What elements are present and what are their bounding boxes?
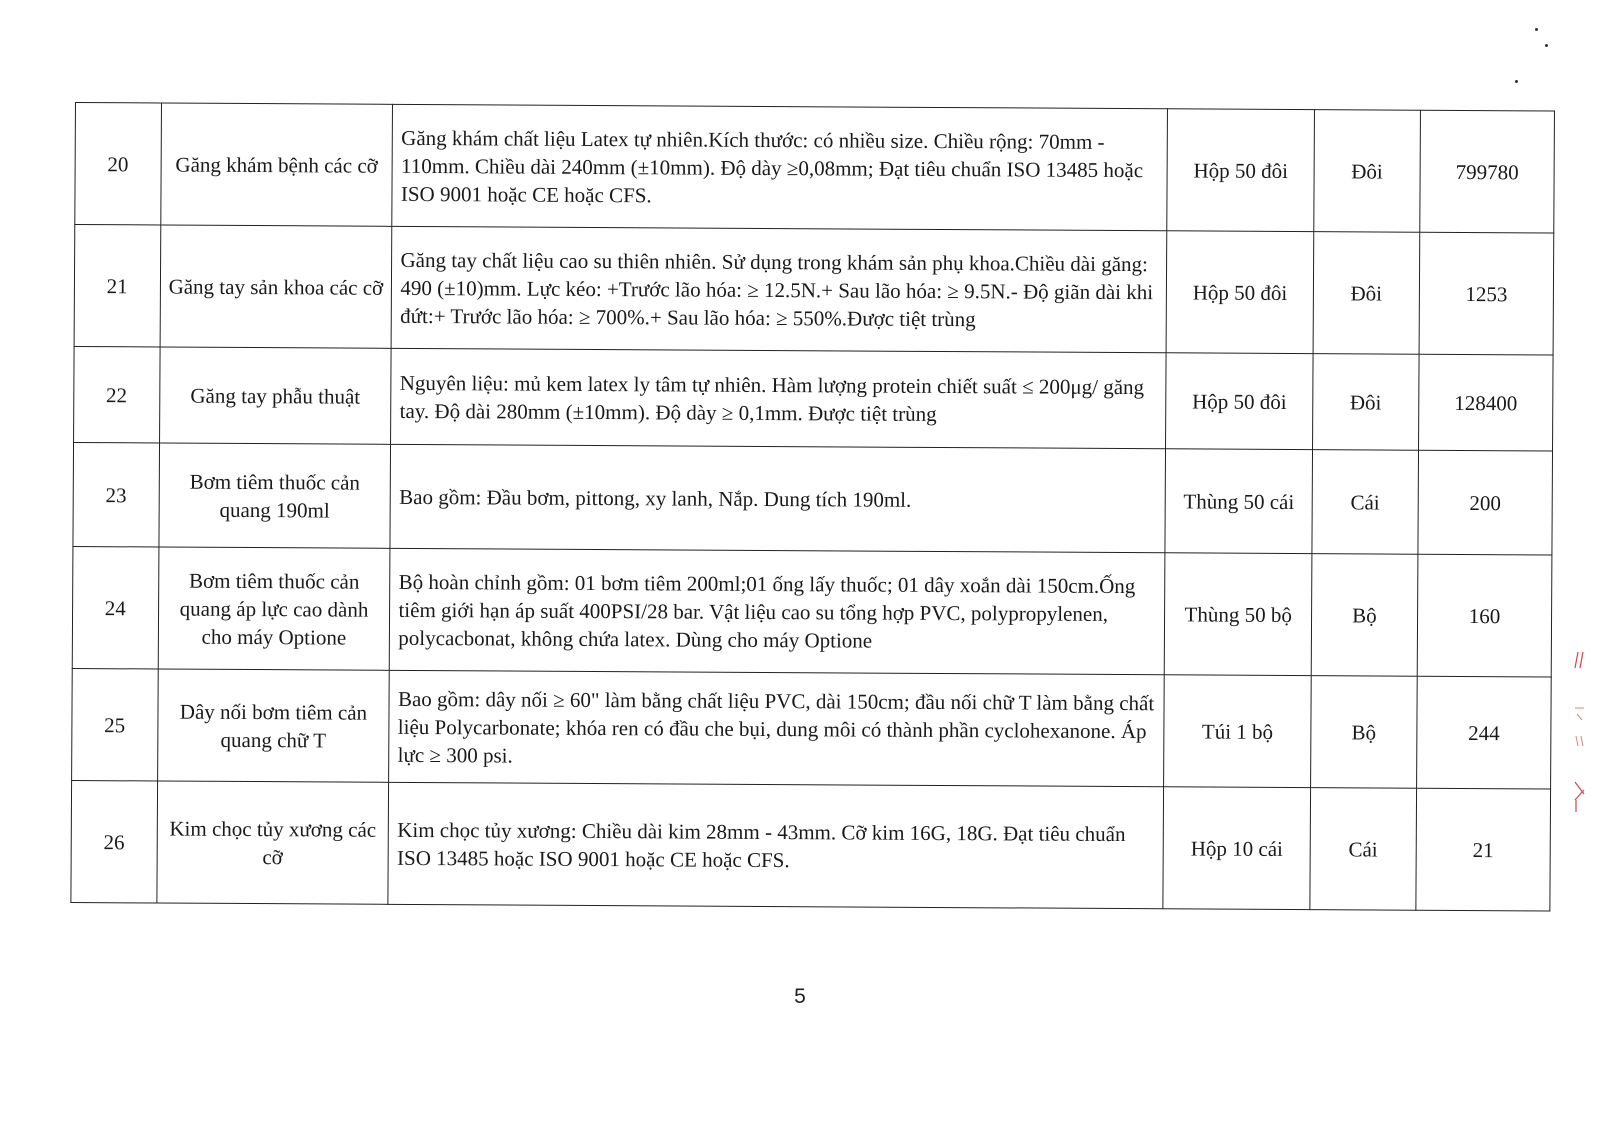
item-spec-cell: Găng khám chất liệu Latex tự nhiên.Kích thước: có nhiều size. Chiều rộng: 70mm - 110mm. Chiều dài 240mm (±10mm). Độ dày ≥0,08mm; Đạt tiêu chuẩn ISO 13485 hoặc ISO 9001 hoặc CE hoặc CFS. xyxy=(392,104,1168,230)
item-spec-cell: Nguyên liệu: mủ kem latex ly tâm tự nhiên. Hàm lượng protein chiết suất ≤ 200μg/ găng tay. Độ dài 280mm (±10mm). Độ dày ≥ 0,1mm. Được tiệt trùng xyxy=(391,348,1167,448)
row-number-cell: 25 xyxy=(72,668,158,780)
table-row xyxy=(75,103,1555,234)
unit-cell: Cái xyxy=(1310,788,1417,911)
packaging-cell: Hộp 50 đôi xyxy=(1167,109,1314,232)
item-name-cell: Kim chọc tủy xương các cỡ xyxy=(156,781,389,904)
item-name-cell: Găng tay sản khoa các cỡ xyxy=(160,225,393,348)
item-spec-cell: Bao gồm: Đầu bơm, pittong, xy lanh, Nắp. Dung tích 190ml. xyxy=(390,444,1166,552)
scan-dust-dot xyxy=(1545,44,1548,47)
packaging-cell: Thùng 50 cái xyxy=(1165,449,1312,554)
quantity-cell: 160 xyxy=(1417,554,1552,677)
unit-cell: Bộ xyxy=(1311,554,1418,677)
row-number-cell: 24 xyxy=(72,546,158,668)
scan-dust-dot xyxy=(1515,80,1518,83)
table-row xyxy=(71,780,1551,911)
scan-margin-mark-icon xyxy=(1572,650,1592,830)
row-number-cell: 21 xyxy=(74,225,160,347)
item-name-cell: Dây nối bơm tiêm cản quang chữ T xyxy=(157,669,390,782)
item-name-cell: Găng tay phẫu thuật xyxy=(159,347,391,444)
item-name-cell: Bơm tiêm thuốc cản quang áp lực cao dành cho máy Optione xyxy=(158,547,391,670)
packaging-cell: Hộp 10 cái xyxy=(1163,787,1310,910)
packaging-cell: Túi 1 bộ xyxy=(1164,675,1311,788)
packaging-cell: Thùng 50 bộ xyxy=(1165,553,1312,676)
item-spec-cell: Kim chọc tủy xương: Chiều dài kim 28mm - 43mm. Cỡ kim 16G, 18G. Đạt tiêu chuẩn ISO 13485 hoặc ISO 9001 hoặc CE hoặc CFS. xyxy=(388,782,1164,908)
quantity-cell: 1253 xyxy=(1419,232,1554,355)
table-row xyxy=(73,442,1553,555)
row-number-cell: 20 xyxy=(75,103,161,225)
table-row xyxy=(72,546,1552,677)
unit-cell: Đôi xyxy=(1312,354,1419,451)
quantity-cell: 21 xyxy=(1416,788,1551,911)
scan-dust-dot xyxy=(1535,28,1538,31)
item-name-cell: Găng khám bệnh các cỡ xyxy=(160,103,393,226)
unit-cell: Đôi xyxy=(1314,110,1421,233)
item-spec-cell: Găng tay chất liệu cao su thiên nhiên. Sử dụng trong khám sản phụ khoa.Chiều dài găng: 490 (±10)mm. Lực kéo: +Trước lão hóa: ≥ 12.5N.+ Sau lão hóa: ≥ 9.5N.- Độ giãn dài khi đứt:+ Trước lão hóa: ≥ 700%.+ Sau lão hóa: ≥ 550%.Được tiệt trùng xyxy=(392,226,1168,352)
row-number-cell: 26 xyxy=(71,780,157,902)
item-spec-cell: Bao gồm: dây nối ≥ 60" làm bằng chất liệu PVC, dài 150cm; đầu nối chữ T làm bằng chất liệu Polycarbonate; khóa ren có đầu che bụi, dung môi có thành phần cyclohexanone. Áp lực ≥ 300 psi. xyxy=(389,670,1165,786)
row-number-cell: 22 xyxy=(74,346,160,442)
row-number-cell: 23 xyxy=(73,442,159,546)
packaging-cell: Hộp 50 đôi xyxy=(1166,353,1313,450)
packaging-cell: Hộp 50 đôi xyxy=(1167,231,1314,354)
item-spec-cell: Bộ hoàn chỉnh gồm: 01 bơm tiêm 200ml;01 ống lấy thuốc; 01 dây xoắn dài 150cm.Ống tiêm giới hạn áp suất 400PSI/28 bar. Vật liệu cao su tổng hợp PVC, polypropylenen, polycacbonat, không chứa latex. Dùng cho máy Optione xyxy=(390,548,1166,674)
page-number: 5 xyxy=(794,985,806,1008)
table-row xyxy=(74,346,1554,451)
table-row xyxy=(74,225,1554,356)
supply-spec-table xyxy=(70,102,1555,912)
item-name-cell: Bơm tiêm thuốc cản quang 190ml xyxy=(158,443,390,548)
quantity-cell: 128400 xyxy=(1418,354,1553,451)
quantity-cell: 244 xyxy=(1417,676,1552,789)
quantity-cell: 200 xyxy=(1418,450,1553,555)
table-row xyxy=(72,668,1552,789)
unit-cell: Đôi xyxy=(1313,232,1420,355)
unit-cell: Cái xyxy=(1312,450,1419,555)
quantity-cell: 799780 xyxy=(1420,110,1555,233)
unit-cell: Bộ xyxy=(1310,676,1417,789)
